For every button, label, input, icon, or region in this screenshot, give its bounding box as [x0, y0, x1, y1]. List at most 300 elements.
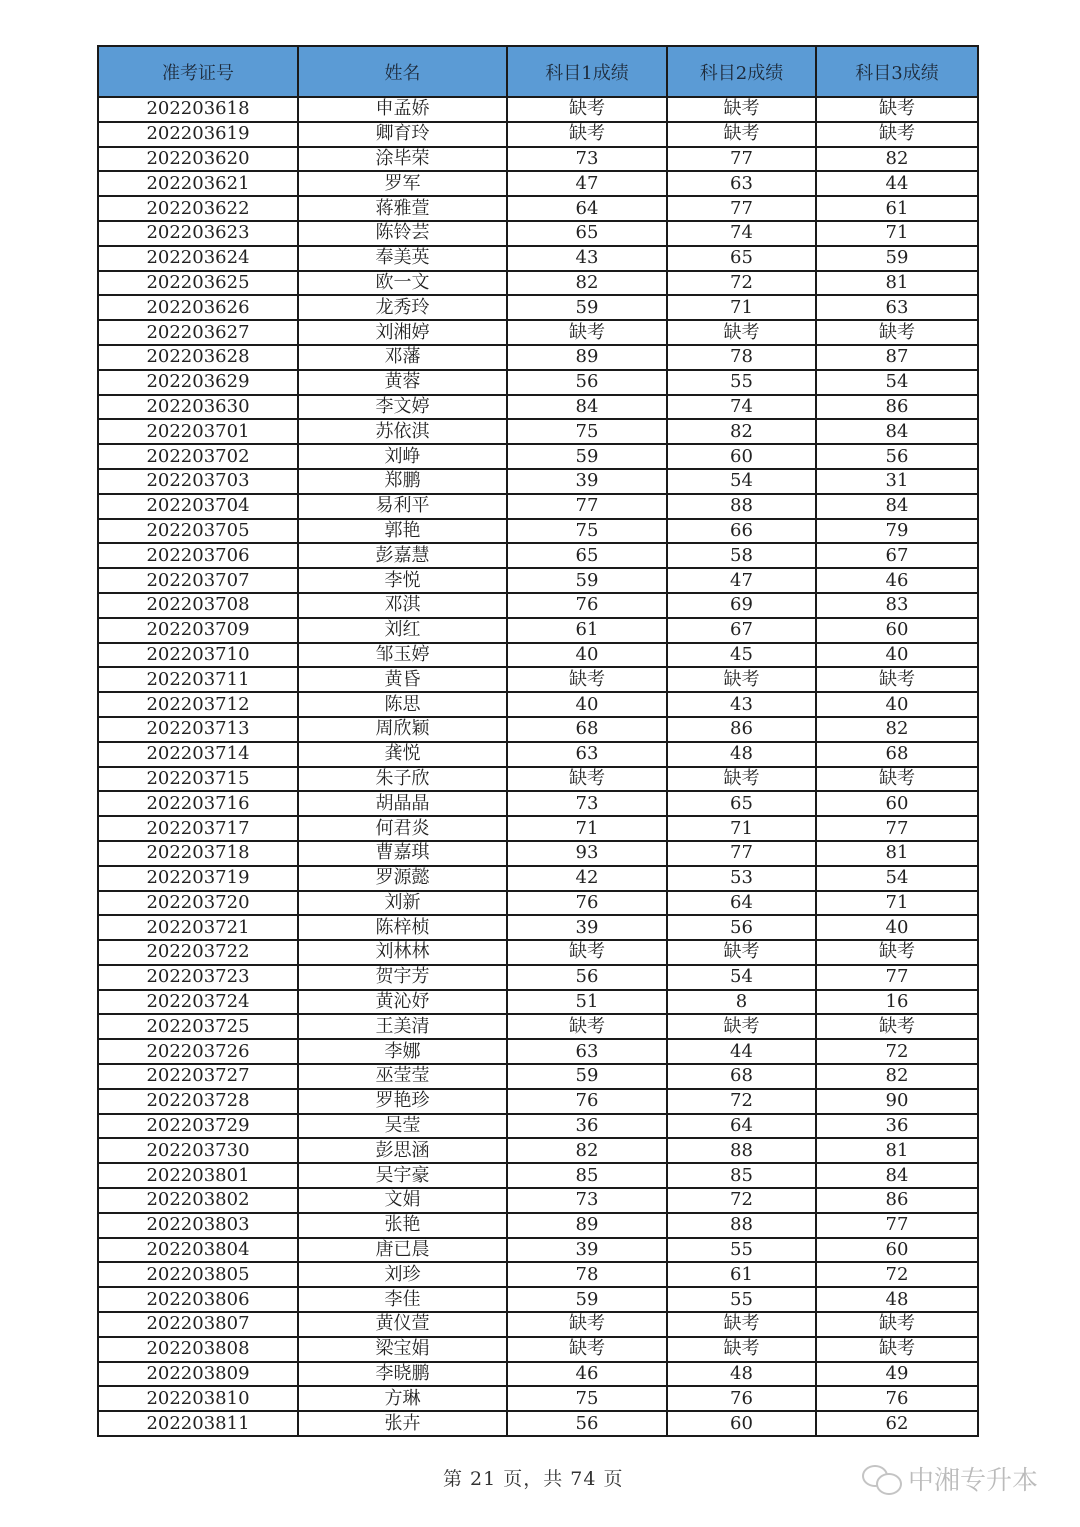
cell-subject3-score: 72	[816, 1262, 978, 1287]
cell-subject3-score: 86	[816, 1188, 978, 1213]
cell-name: 黄沁妤	[298, 990, 507, 1015]
cell-subject1-score: 36	[507, 1114, 667, 1139]
cell-name: 陈铃芸	[298, 221, 507, 246]
cell-subject2-score: 72	[667, 1089, 816, 1114]
table-row	[98, 767, 978, 792]
cell-subject3-score: 77	[816, 1213, 978, 1238]
cell-subject1-score: 63	[507, 1039, 667, 1064]
table-row	[98, 841, 978, 866]
table-row	[98, 494, 978, 519]
cell-subject3-score: 54	[816, 370, 978, 395]
cell-subject2-score: 69	[667, 593, 816, 618]
cell-subject2-score: 64	[667, 1114, 816, 1139]
cell-subject3-score: 71	[816, 891, 978, 916]
cell-name: 刘湘婷	[298, 320, 507, 345]
cell-subject1-score: 56	[507, 370, 667, 395]
cell-subject3-score: 86	[816, 395, 978, 420]
cell-name: 李晓鹏	[298, 1362, 507, 1387]
cell-subject2-score: 54	[667, 965, 816, 990]
table-row	[98, 1188, 978, 1213]
cell-exam-id: 202203713	[98, 717, 298, 742]
cell-exam-id: 202203724	[98, 990, 298, 1015]
cell-exam-id: 202203728	[98, 1089, 298, 1114]
cell-name: 罗源懿	[298, 866, 507, 891]
column-header-subject3-score: 科目3成绩	[816, 46, 978, 97]
cell-subject3-score: 60	[816, 1238, 978, 1263]
cell-subject3-score: 81	[816, 1138, 978, 1163]
cell-exam-id: 202203701	[98, 419, 298, 444]
cell-exam-id: 202203705	[98, 519, 298, 544]
cell-exam-id: 202203630	[98, 395, 298, 420]
watermark-text: 中湘专升本	[908, 1466, 1039, 1496]
score-table	[97, 45, 979, 1437]
cell-exam-id: 202203801	[98, 1163, 298, 1188]
cell-subject3-score: 缺考	[816, 767, 978, 792]
table-row	[98, 1337, 978, 1362]
table-row	[98, 1039, 978, 1064]
cell-exam-id: 202203806	[98, 1287, 298, 1312]
table-row	[98, 1089, 978, 1114]
cell-name: 龚悦	[298, 742, 507, 767]
cell-subject3-score: 62	[816, 1411, 978, 1436]
cell-subject1-score: 46	[507, 1362, 667, 1387]
cell-subject1-score: 82	[507, 1138, 667, 1163]
cell-name: 涂毕荣	[298, 147, 507, 172]
cell-subject3-score: 84	[816, 1163, 978, 1188]
cell-subject1-score: 59	[507, 295, 667, 320]
cell-subject3-score: 77	[816, 816, 978, 841]
cell-subject1-score: 71	[507, 816, 667, 841]
cell-subject1-score: 59	[507, 1064, 667, 1089]
table-row	[98, 1362, 978, 1387]
cell-subject2-score: 76	[667, 1386, 816, 1411]
cell-subject2-score: 77	[667, 196, 816, 221]
cell-name: 彭嘉慧	[298, 543, 507, 568]
table-row	[98, 816, 978, 841]
cell-subject3-score: 81	[816, 271, 978, 296]
cell-name: 彭思涵	[298, 1138, 507, 1163]
cell-subject2-score: 71	[667, 816, 816, 841]
cell-subject1-score: 75	[507, 419, 667, 444]
cell-subject1-score: 56	[507, 965, 667, 990]
cell-subject1-score: 43	[507, 246, 667, 271]
table-row	[98, 1213, 978, 1238]
cell-subject2-score: 77	[667, 147, 816, 172]
cell-subject2-score: 85	[667, 1163, 816, 1188]
table-row	[98, 295, 978, 320]
cell-exam-id: 202203722	[98, 940, 298, 965]
cell-subject3-score: 16	[816, 990, 978, 1015]
cell-subject3-score: 81	[816, 841, 978, 866]
cell-subject3-score: 90	[816, 1089, 978, 1114]
cell-subject3-score: 87	[816, 345, 978, 370]
cell-name: 罗军	[298, 171, 507, 196]
cell-subject1-score: 65	[507, 543, 667, 568]
cell-subject2-score: 78	[667, 345, 816, 370]
cell-subject3-score: 40	[816, 643, 978, 668]
cell-subject3-score: 67	[816, 543, 978, 568]
table-row	[98, 1138, 978, 1163]
cell-subject2-score: 86	[667, 717, 816, 742]
cell-subject1-score: 缺考	[507, 1014, 667, 1039]
cell-subject1-score: 76	[507, 891, 667, 916]
cell-subject1-score: 76	[507, 593, 667, 618]
cell-name: 黄仪萱	[298, 1312, 507, 1337]
cell-subject3-score: 60	[816, 791, 978, 816]
cell-exam-id: 202203730	[98, 1138, 298, 1163]
table-row	[98, 320, 978, 345]
table-row	[98, 1014, 978, 1039]
cell-name: 欧一文	[298, 271, 507, 296]
cell-subject2-score: 66	[667, 519, 816, 544]
table-row	[98, 618, 978, 643]
cell-exam-id: 202203626	[98, 295, 298, 320]
cell-subject3-score: 61	[816, 196, 978, 221]
cell-subject2-score: 88	[667, 494, 816, 519]
cell-subject2-score: 55	[667, 370, 816, 395]
cell-subject1-score: 93	[507, 841, 667, 866]
cell-subject3-score: 82	[816, 1064, 978, 1089]
cell-subject2-score: 88	[667, 1138, 816, 1163]
table-row	[98, 1163, 978, 1188]
cell-subject3-score: 84	[816, 419, 978, 444]
cell-subject2-score: 60	[667, 444, 816, 469]
cell-subject2-score: 缺考	[667, 122, 816, 147]
cell-exam-id: 202203807	[98, 1312, 298, 1337]
cell-subject1-score: 85	[507, 1163, 667, 1188]
cell-subject2-score: 缺考	[667, 767, 816, 792]
table-row	[98, 1262, 978, 1287]
cell-subject1-score: 51	[507, 990, 667, 1015]
cell-subject1-score: 47	[507, 171, 667, 196]
cell-subject3-score: 83	[816, 593, 978, 618]
cell-subject3-score: 缺考	[816, 122, 978, 147]
cell-name: 陈梓桢	[298, 915, 507, 940]
cell-exam-id: 202203717	[98, 816, 298, 841]
cell-name: 申孟娇	[298, 97, 507, 122]
cell-subject1-score: 73	[507, 1188, 667, 1213]
cell-name: 唐已晨	[298, 1238, 507, 1263]
table-row	[98, 519, 978, 544]
table-row	[98, 1386, 978, 1411]
cell-subject1-score: 63	[507, 742, 667, 767]
cell-subject3-score: 60	[816, 618, 978, 643]
table-row	[98, 1238, 978, 1263]
cell-name: 易利平	[298, 494, 507, 519]
cell-subject1-score: 61	[507, 618, 667, 643]
cell-name: 刘林林	[298, 940, 507, 965]
cell-subject2-score: 65	[667, 791, 816, 816]
cell-subject2-score: 74	[667, 221, 816, 246]
cell-subject2-score: 44	[667, 1039, 816, 1064]
cell-subject3-score: 49	[816, 1362, 978, 1387]
cell-exam-id: 202203704	[98, 494, 298, 519]
table-row	[98, 271, 978, 296]
cell-exam-id: 202203710	[98, 643, 298, 668]
cell-name: 张艳	[298, 1213, 507, 1238]
cell-subject2-score: 43	[667, 692, 816, 717]
cell-subject3-score: 40	[816, 915, 978, 940]
cell-subject3-score: 缺考	[816, 1312, 978, 1337]
cell-subject2-score: 48	[667, 1362, 816, 1387]
cell-name: 张卉	[298, 1411, 507, 1436]
cell-exam-id: 202203624	[98, 246, 298, 271]
cell-exam-id: 202203716	[98, 791, 298, 816]
table-row	[98, 97, 978, 122]
cell-subject2-score: 88	[667, 1213, 816, 1238]
table-row	[98, 345, 978, 370]
cell-name: 刘新	[298, 891, 507, 916]
cell-exam-id: 202203618	[98, 97, 298, 122]
cell-exam-id: 202203708	[98, 593, 298, 618]
cell-subject3-score: 84	[816, 494, 978, 519]
cell-name: 方琳	[298, 1386, 507, 1411]
table-row	[98, 171, 978, 196]
cell-name: 邓藩	[298, 345, 507, 370]
cell-exam-id: 202203729	[98, 1114, 298, 1139]
table-row	[98, 444, 978, 469]
cell-exam-id: 202203723	[98, 965, 298, 990]
cell-exam-id: 202203619	[98, 122, 298, 147]
cell-subject1-score: 40	[507, 643, 667, 668]
cell-name: 王美清	[298, 1014, 507, 1039]
cell-subject3-score: 71	[816, 221, 978, 246]
cell-exam-id: 202203720	[98, 891, 298, 916]
cell-subject1-score: 75	[507, 519, 667, 544]
cell-subject2-score: 54	[667, 469, 816, 494]
cell-exam-id: 202203725	[98, 1014, 298, 1039]
cell-subject2-score: 56	[667, 915, 816, 940]
cell-subject1-score: 75	[507, 1386, 667, 1411]
cell-exam-id: 202203707	[98, 568, 298, 593]
cell-subject3-score: 缺考	[816, 1014, 978, 1039]
cell-name: 刘红	[298, 618, 507, 643]
cell-name: 刘珍	[298, 1262, 507, 1287]
cell-subject2-score: 47	[667, 568, 816, 593]
cell-subject2-score: 82	[667, 419, 816, 444]
cell-name: 黄昏	[298, 667, 507, 692]
cell-subject1-score: 40	[507, 692, 667, 717]
cell-exam-id: 202203627	[98, 320, 298, 345]
table-row	[98, 1064, 978, 1089]
table-row	[98, 717, 978, 742]
cell-subject1-score: 59	[507, 1287, 667, 1312]
table-row	[98, 246, 978, 271]
cell-subject1-score: 缺考	[507, 940, 667, 965]
cell-subject1-score: 84	[507, 395, 667, 420]
cell-subject3-score: 54	[816, 866, 978, 891]
cell-subject3-score: 缺考	[816, 1337, 978, 1362]
wechat-icon	[862, 1465, 902, 1493]
cell-subject2-score: 缺考	[667, 667, 816, 692]
cell-name: 卿育玲	[298, 122, 507, 147]
cell-subject2-score: 53	[667, 866, 816, 891]
cell-subject3-score: 46	[816, 568, 978, 593]
cell-subject3-score: 76	[816, 1386, 978, 1411]
cell-name: 何君炎	[298, 816, 507, 841]
cell-subject1-score: 59	[507, 568, 667, 593]
cell-exam-id: 202203714	[98, 742, 298, 767]
cell-exam-id: 202203625	[98, 271, 298, 296]
cell-exam-id: 202203811	[98, 1411, 298, 1436]
cell-subject3-score: 82	[816, 717, 978, 742]
watermark	[862, 1460, 1038, 1497]
cell-subject1-score: 缺考	[507, 1337, 667, 1362]
cell-exam-id: 202203805	[98, 1262, 298, 1287]
table-row	[98, 791, 978, 816]
column-header-exam-id: 准考证号	[98, 46, 298, 97]
table-row	[98, 469, 978, 494]
cell-subject2-score: 55	[667, 1238, 816, 1263]
cell-exam-id: 202203628	[98, 345, 298, 370]
table-row	[98, 147, 978, 172]
cell-subject2-score: 61	[667, 1262, 816, 1287]
cell-subject2-score: 缺考	[667, 1014, 816, 1039]
table-row	[98, 940, 978, 965]
table-row	[98, 891, 978, 916]
cell-exam-id: 202203726	[98, 1039, 298, 1064]
cell-exam-id: 202203709	[98, 618, 298, 643]
cell-subject2-score: 45	[667, 643, 816, 668]
cell-exam-id: 202203621	[98, 171, 298, 196]
cell-name: 黄蓉	[298, 370, 507, 395]
cell-name: 刘峥	[298, 444, 507, 469]
cell-subject1-score: 73	[507, 147, 667, 172]
cell-subject2-score: 60	[667, 1411, 816, 1436]
table-row	[98, 965, 978, 990]
table-row	[98, 395, 978, 420]
cell-subject1-score: 64	[507, 196, 667, 221]
cell-exam-id: 202203804	[98, 1238, 298, 1263]
cell-subject3-score: 44	[816, 171, 978, 196]
cell-subject3-score: 72	[816, 1039, 978, 1064]
cell-subject1-score: 缺考	[507, 1312, 667, 1337]
cell-exam-id: 202203808	[98, 1337, 298, 1362]
cell-exam-id: 202203802	[98, 1188, 298, 1213]
cell-subject2-score: 缺考	[667, 940, 816, 965]
cell-exam-id: 202203715	[98, 767, 298, 792]
cell-name: 蒋雅萱	[298, 196, 507, 221]
column-header-subject2-score: 科目2成绩	[667, 46, 816, 97]
table-row	[98, 568, 978, 593]
table-row	[98, 1287, 978, 1312]
cell-subject1-score: 89	[507, 345, 667, 370]
cell-exam-id: 202203702	[98, 444, 298, 469]
table-row	[98, 419, 978, 444]
cell-subject2-score: 72	[667, 1188, 816, 1213]
cell-name: 巫莹莹	[298, 1064, 507, 1089]
cell-subject1-score: 59	[507, 444, 667, 469]
cell-subject2-score: 68	[667, 1064, 816, 1089]
table-row	[98, 1312, 978, 1337]
cell-exam-id: 202203810	[98, 1386, 298, 1411]
cell-name: 邹玉婷	[298, 643, 507, 668]
cell-name: 苏依淇	[298, 419, 507, 444]
cell-name: 奉美英	[298, 246, 507, 271]
page-number: 第 21 页，共 74 页	[443, 1468, 624, 1490]
cell-name: 李文婷	[298, 395, 507, 420]
cell-subject1-score: 缺考	[507, 320, 667, 345]
cell-subject1-score: 39	[507, 915, 667, 940]
cell-subject3-score: 77	[816, 965, 978, 990]
cell-subject1-score: 73	[507, 791, 667, 816]
cell-exam-id: 202203629	[98, 370, 298, 395]
cell-name: 吴莹	[298, 1114, 507, 1139]
table-row	[98, 692, 978, 717]
cell-subject1-score: 56	[507, 1411, 667, 1436]
cell-exam-id: 202203727	[98, 1064, 298, 1089]
cell-subject3-score: 79	[816, 519, 978, 544]
table-row	[98, 543, 978, 568]
cell-exam-id: 202203809	[98, 1362, 298, 1387]
table-row	[98, 196, 978, 221]
column-header-subject1-score: 科目1成绩	[507, 46, 667, 97]
cell-subject1-score: 65	[507, 221, 667, 246]
cell-subject2-score: 55	[667, 1287, 816, 1312]
cell-name: 朱子欣	[298, 767, 507, 792]
cell-subject1-score: 68	[507, 717, 667, 742]
cell-subject3-score: 36	[816, 1114, 978, 1139]
cell-name: 陈思	[298, 692, 507, 717]
cell-subject1-score: 缺考	[507, 122, 667, 147]
cell-subject3-score: 31	[816, 469, 978, 494]
cell-exam-id: 202203721	[98, 915, 298, 940]
cell-exam-id: 202203622	[98, 196, 298, 221]
table-row	[98, 667, 978, 692]
cell-subject2-score: 72	[667, 271, 816, 296]
cell-subject3-score: 56	[816, 444, 978, 469]
cell-name: 邓淇	[298, 593, 507, 618]
cell-name: 梁宝娟	[298, 1337, 507, 1362]
cell-subject3-score: 59	[816, 246, 978, 271]
cell-subject2-score: 58	[667, 543, 816, 568]
cell-subject3-score: 缺考	[816, 940, 978, 965]
cell-subject1-score: 77	[507, 494, 667, 519]
cell-name: 龙秀玲	[298, 295, 507, 320]
cell-name: 李娜	[298, 1039, 507, 1064]
cell-subject2-score: 65	[667, 246, 816, 271]
cell-exam-id: 202203803	[98, 1213, 298, 1238]
cell-subject2-score: 64	[667, 891, 816, 916]
cell-subject2-score: 缺考	[667, 97, 816, 122]
table-row	[98, 593, 978, 618]
cell-name: 罗艳珍	[298, 1089, 507, 1114]
cell-subject2-score: 缺考	[667, 1312, 816, 1337]
cell-subject1-score: 39	[507, 1238, 667, 1263]
cell-subject2-score: 8	[667, 990, 816, 1015]
cell-exam-id: 202203706	[98, 543, 298, 568]
cell-subject2-score: 74	[667, 395, 816, 420]
cell-name: 胡晶晶	[298, 791, 507, 816]
cell-exam-id: 202203712	[98, 692, 298, 717]
cell-exam-id: 202203718	[98, 841, 298, 866]
cell-exam-id: 202203623	[98, 221, 298, 246]
cell-subject1-score: 缺考	[507, 97, 667, 122]
cell-subject1-score: 缺考	[507, 667, 667, 692]
table-row	[98, 643, 978, 668]
cell-exam-id: 202203703	[98, 469, 298, 494]
table-row	[98, 866, 978, 891]
table-body	[98, 97, 978, 1436]
cell-name: 吴宇豪	[298, 1163, 507, 1188]
cell-name: 曹嘉琪	[298, 841, 507, 866]
cell-exam-id: 202203620	[98, 147, 298, 172]
cell-subject3-score: 63	[816, 295, 978, 320]
table-row	[98, 990, 978, 1015]
table-row	[98, 122, 978, 147]
cell-name: 周欣颖	[298, 717, 507, 742]
cell-subject3-score: 48	[816, 1287, 978, 1312]
